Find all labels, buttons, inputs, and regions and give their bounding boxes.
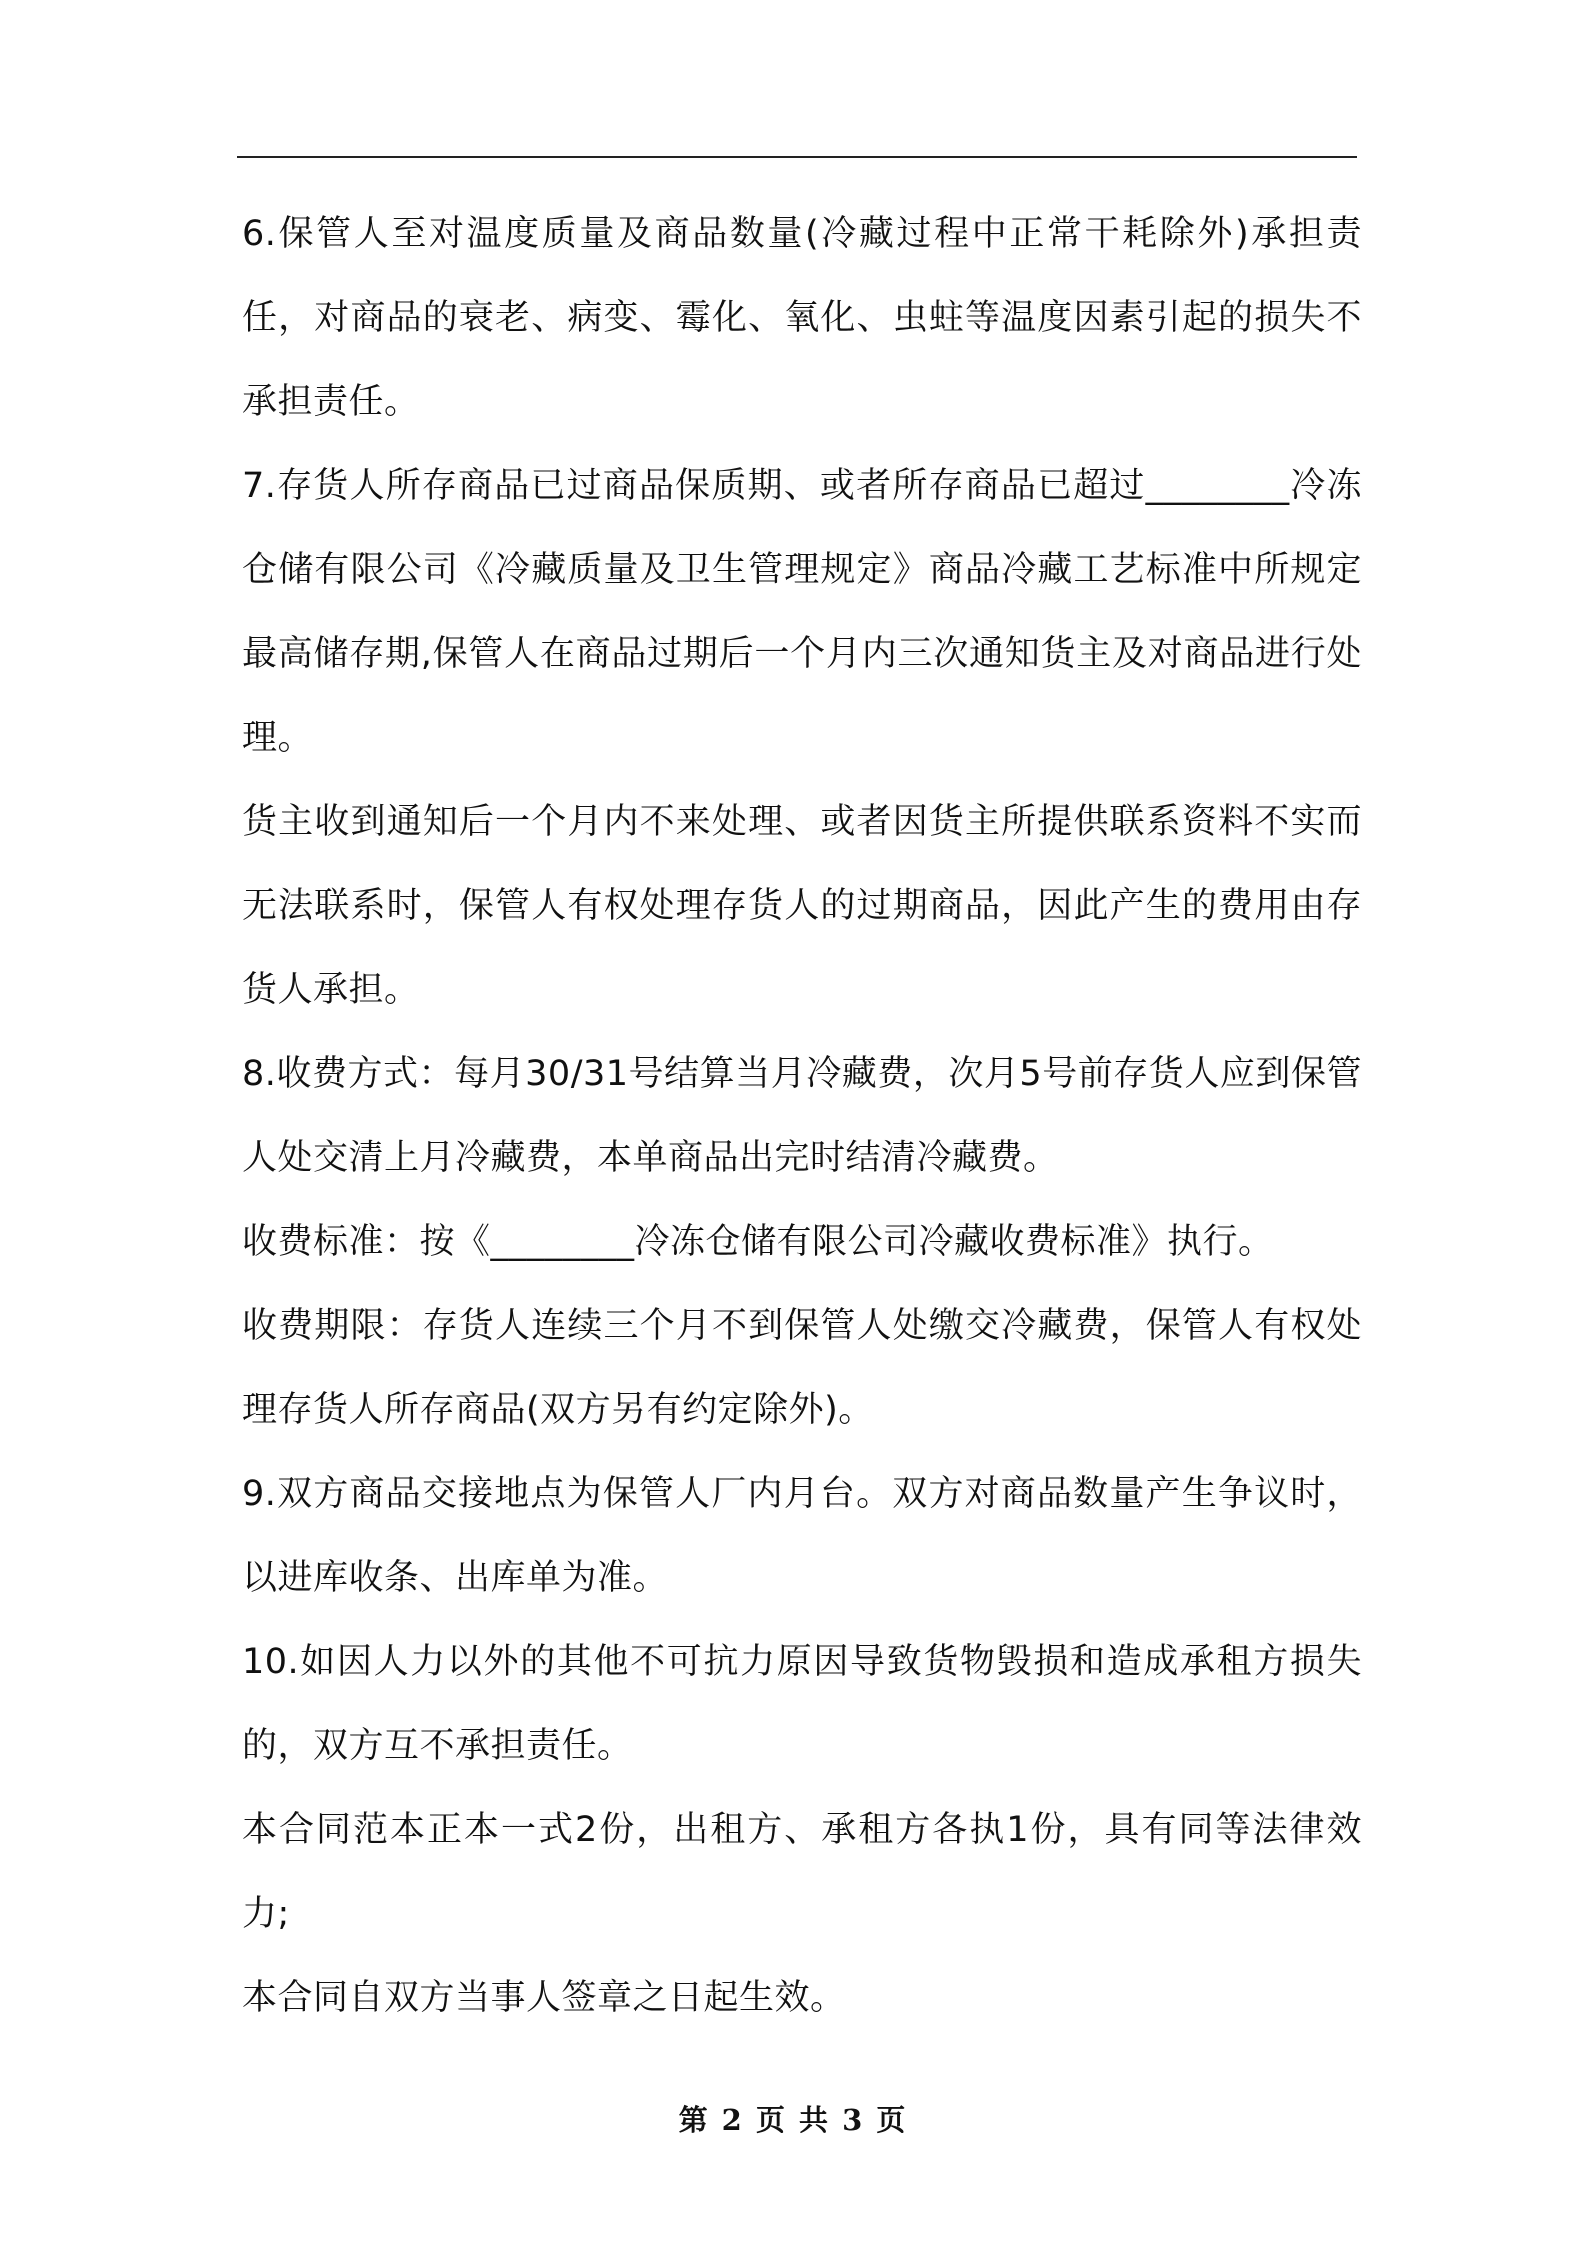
copies-paragraph: 本合同范本正本一式2份，出租方、承租方各执1份，具有同等法律效力; [242,1810,1362,1934]
effective-date-paragraph: 本合同自双方当事人签章之日起生效。 [242,1978,846,2018]
clause-6-paragraph: 6.保管人至对温度质量及商品数量(冷藏过程中正常干耗除外)承担责任，对商品的衰老、病变、霉化、氧化、虫蛀等温度因素引起的损失不承担责任。 [242,214,1362,422]
clause-7-notice-paragraph: 货主收到通知后一个月内不来处理、或者因货主所提供联系资料不实而无法联系时，保管人有权处理存货人的过期商品，因此产生的费用由存货人承担。 [242,802,1362,1010]
page-number-footer: 第 2 页 共 3 页 [678,2103,908,2137]
document-body [242,192,1362,2040]
clause-10-paragraph: 10.如因人力以外的其他不可抗力原因导致货物毁损和造成承租方损失的，双方互不承担责任。 [242,1642,1362,1766]
clause-7-paragraph: 7.存货人所存商品已过商品保质期、或者所存商品已超过________冷冻仓储有限公司《冷藏质量及卫生管理规定》商品冷藏工艺标准中所规定最高储存期,保管人在商品过期后一个月内三次通知货主及对商品进行处理。 [242,466,1362,758]
clause-8-payment-method-paragraph: 8.收费方式：每月30/31号结算当月冷藏费，次月5号前存货人应到保管人处交清上月冷藏费，本单商品出完时结清冷藏费。 [242,1054,1362,1178]
header-divider [237,156,1357,158]
clause-8-fee-deadline-paragraph: 收费期限：存货人连续三个月不到保管人处缴交冷藏费，保管人有权处理存货人所存商品(双方另有约定除外)。 [242,1306,1362,1430]
clause-8-fee-standard-paragraph: 收费标准：按《________冷冻仓储有限公司冷藏收费标准》执行。 [242,1222,1274,1262]
clause-9-paragraph: 9.双方商品交接地点为保管人厂内月台。双方对商品数量产生争议时，以进库收条、出库单为准。 [242,1474,1362,1598]
